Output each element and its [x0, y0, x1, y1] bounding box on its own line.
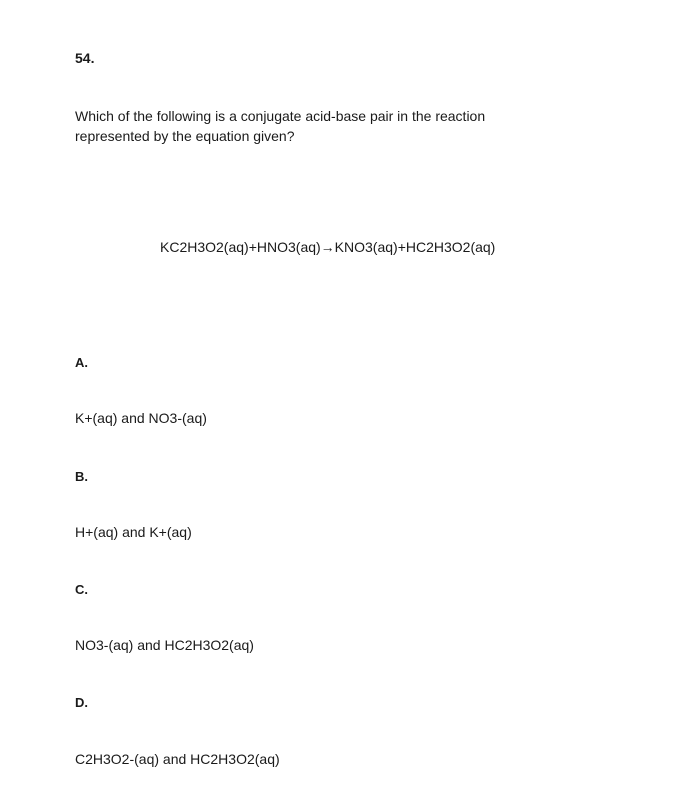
question-number: 54.: [75, 50, 95, 66]
option-c-text[interactable]: NO3-(aq) and HC2H3O2(aq): [75, 637, 254, 653]
option-a-letter: A.: [75, 355, 88, 370]
question-stem: [75, 106, 545, 146]
option-c-letter: C.: [75, 582, 88, 597]
option-d-text[interactable]: C2H3O2-(aq) and HC2H3O2(aq): [75, 751, 280, 767]
question-stem-line-1: Which of the following is a conjugate acid-base pair in the reaction: [75, 108, 486, 124]
option-a-text[interactable]: K+(aq) and NO3-(aq): [75, 410, 207, 426]
chemical-equation: KC2H3O2(aq)+HNO3(aq)→KNO3(aq)+HC2H3O2(aq): [160, 239, 496, 255]
option-b-letter: B.: [75, 469, 88, 484]
option-b-text[interactable]: H+(aq) and K+(aq): [75, 524, 192, 540]
option-d-letter: D.: [75, 695, 88, 710]
question-stem-line-2: represented by the equation given?: [75, 128, 295, 144]
